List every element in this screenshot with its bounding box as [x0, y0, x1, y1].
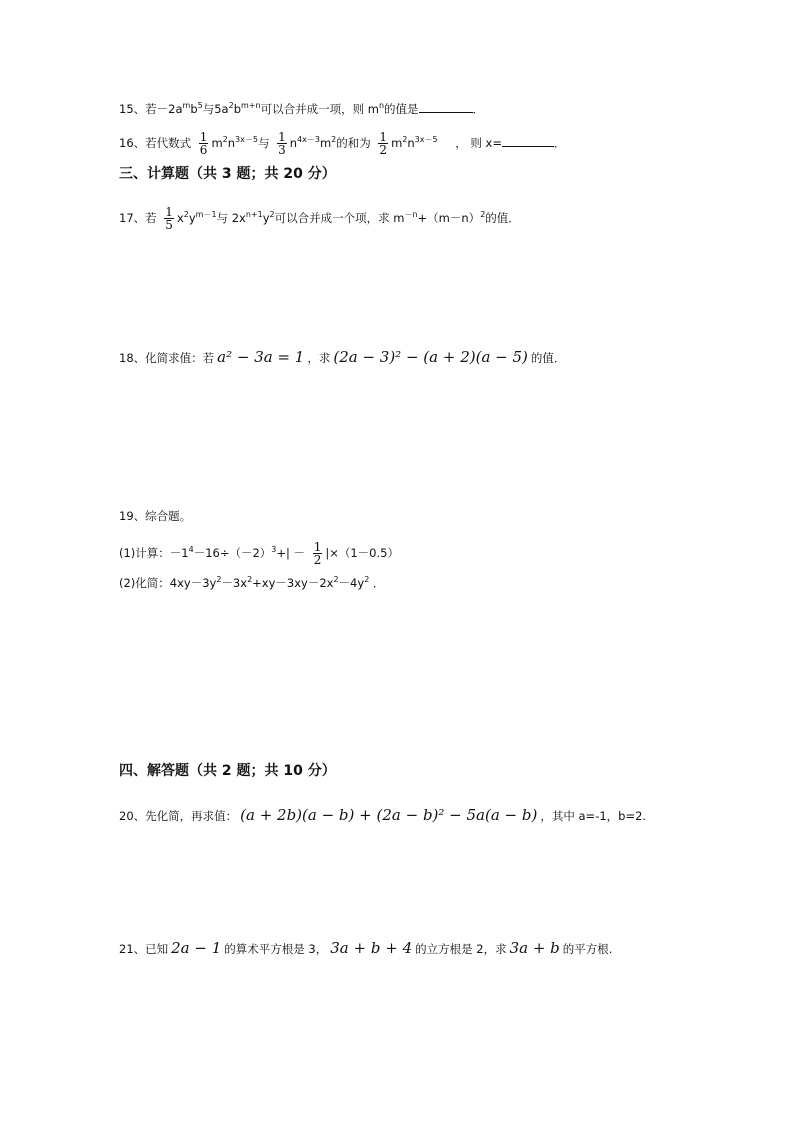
- question-text: n: [227, 136, 236, 150]
- question-number: 21、: [119, 942, 146, 956]
- question-text: +xy－3xy－2x: [252, 576, 334, 590]
- question-text: 的值是: [384, 102, 419, 116]
- superscript: n+1: [245, 210, 263, 219]
- question-number: 18、: [119, 351, 146, 365]
- math-expression: 3a + b: [509, 939, 560, 957]
- question-text: －4y: [338, 576, 365, 590]
- question-text: m: [319, 136, 332, 150]
- superscript: n: [378, 101, 385, 110]
- superscript: 3: [271, 545, 277, 554]
- question-text: 与 2x: [216, 211, 246, 225]
- question-text: 的平方根.: [562, 942, 613, 956]
- question-text: 先化简，再求值：: [145, 809, 238, 823]
- question-text: +（m－n）: [417, 211, 481, 225]
- fraction-numerator: 1: [165, 205, 173, 219]
- question-text: 可以合并成一个项，求 m: [274, 211, 405, 225]
- question-19-part-2: [119, 575, 384, 591]
- superscript: 2: [247, 575, 253, 584]
- question-number: 17、: [119, 211, 146, 225]
- question-text: 的立方根是 2，求: [415, 942, 507, 956]
- question-text: ，其中 a=-1，b=2.: [540, 809, 647, 823]
- fraction-denominator: 5: [165, 218, 173, 232]
- question-text: n: [289, 136, 298, 150]
- answer-blank[interactable]: [419, 101, 473, 113]
- question-number: 16、: [119, 136, 146, 150]
- question-text: 的算术平方根是 3，: [224, 942, 328, 956]
- superscript: 2: [480, 210, 486, 219]
- superscript: m+n: [241, 101, 261, 110]
- superscript: 2: [333, 575, 339, 584]
- question-text: y: [188, 211, 196, 225]
- question-19-part-1: [119, 541, 399, 566]
- question-19: [119, 508, 191, 524]
- question-text: b: [233, 102, 241, 116]
- math-expression: a² − 3a = 1: [217, 348, 305, 366]
- question-text: 与: [257, 136, 270, 150]
- question-text: x: [176, 211, 184, 225]
- question-number: 15、: [119, 102, 146, 116]
- fraction-denominator: 2: [379, 143, 388, 157]
- question-text: b: [190, 102, 198, 116]
- question-text: |×（1－0.5）: [325, 546, 399, 560]
- superscript: 2: [402, 135, 408, 144]
- question-text: －16÷（－2）: [193, 546, 272, 560]
- question-text: 的值．: [530, 351, 566, 365]
- question-16: [119, 131, 566, 156]
- question-text: 综合题。: [145, 509, 192, 523]
- question-text: +| －: [276, 546, 306, 560]
- section-heading-3: 三、计算题（共 3 题；共 20 分）: [119, 166, 336, 182]
- question-18: [119, 349, 565, 366]
- math-expression: 3a + b + 4: [330, 939, 413, 957]
- question-text: 的和为: [336, 136, 371, 150]
- superscript: 2: [228, 101, 234, 110]
- fraction: [313, 541, 323, 566]
- superscript: 3x－5: [235, 135, 258, 144]
- question-15: [119, 101, 484, 117]
- question-text: y: [262, 211, 270, 225]
- superscript: －n: [404, 210, 418, 219]
- question-text: (2)化简：4xy－3y: [119, 576, 217, 590]
- fraction-numerator: 1: [379, 130, 388, 144]
- superscript: m－1: [195, 210, 217, 219]
- superscript: 4x－3: [297, 135, 320, 144]
- superscript: 3x－5: [414, 135, 438, 144]
- superscript: 2: [183, 210, 189, 219]
- answer-blank[interactable]: [502, 135, 554, 147]
- math-expression: 2a − 1: [171, 939, 222, 957]
- question-text: 可以合并成一项，则 m: [260, 102, 379, 116]
- question-17: [119, 206, 520, 231]
- question-text: ．: [369, 576, 385, 590]
- fraction: [378, 131, 388, 156]
- question-number: 19、: [119, 509, 146, 523]
- superscript: 2: [269, 210, 275, 219]
- question-number: 20、: [119, 809, 146, 823]
- question-text: 若－2a: [145, 102, 183, 116]
- question-text: 的值．: [485, 211, 520, 225]
- question-text: ．: [472, 102, 485, 116]
- question-20: [119, 807, 646, 824]
- superscript: 4: [188, 545, 194, 554]
- superscript: 2: [222, 135, 228, 144]
- question-21: [119, 940, 612, 957]
- math-expression: (2a − 3)² − (a + 2)(a − 5): [333, 348, 528, 366]
- question-text: 若代数式: [145, 136, 192, 150]
- question-text: 与5a: [202, 102, 229, 116]
- fraction: [164, 206, 174, 231]
- question-text: ，求: [307, 351, 331, 365]
- superscript: 2: [364, 575, 370, 584]
- fraction-denominator: 3: [278, 143, 286, 157]
- question-text: m: [211, 136, 223, 150]
- fraction: [277, 131, 287, 156]
- question-text: m: [391, 136, 403, 150]
- superscript: 2: [331, 135, 337, 144]
- question-text: 化简求值：若: [145, 351, 215, 365]
- superscript: 2: [216, 575, 222, 584]
- question-text: ， 则 x=: [455, 136, 502, 150]
- question-text: (1)计算：－1: [119, 546, 189, 560]
- question-text: n: [407, 136, 415, 150]
- fraction-denominator: 2: [313, 553, 322, 567]
- fraction: [199, 131, 209, 156]
- section-heading-4: 四、解答题（共 2 题；共 10 分）: [119, 763, 336, 779]
- question-text: ．: [554, 136, 566, 150]
- fraction-denominator: 6: [199, 143, 208, 157]
- question-text: 已知: [145, 942, 169, 956]
- question-text: 若: [145, 211, 157, 225]
- question-text: －3x: [221, 576, 248, 590]
- superscript: m: [182, 101, 191, 110]
- math-expression: (a + 2b)(a − b) + (2a − b)² − 5a(a − b): [240, 806, 538, 824]
- fraction-numerator: 1: [278, 130, 286, 144]
- fraction-numerator: 1: [313, 540, 322, 554]
- fraction-numerator: 1: [199, 130, 208, 144]
- superscript: 5: [197, 101, 203, 110]
